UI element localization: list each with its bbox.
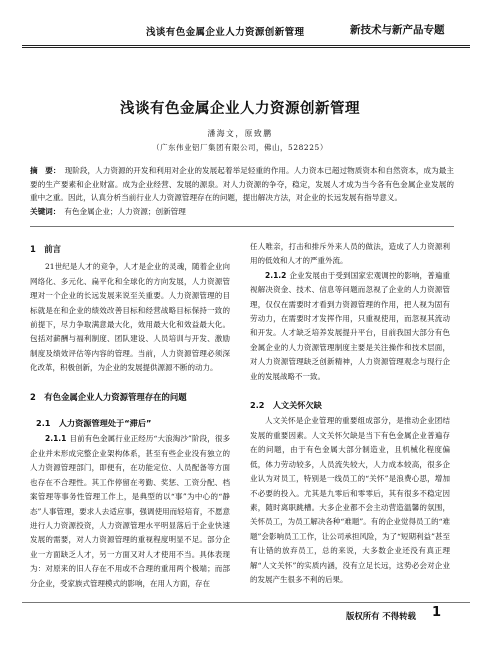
article-authors: 潘海文，原致鹏 [207, 129, 273, 138]
footer-rule [22, 602, 470, 603]
continued-paragraph: 任人唯亲，打击和排斥外来人员的做法，造成了人力资源利用的低效和人才的严重外流。 [250, 242, 450, 266]
right-column [250, 240, 450, 587]
abstract-label: 摘 要： [30, 166, 61, 175]
section-1-heading: 1 前言 [30, 244, 61, 254]
section-2-heading: 2 有色金属企业人力资源管理存在的问题 [30, 391, 187, 402]
header-article-title: 浅谈有色金属企业人力资源创新管理 [146, 27, 305, 38]
article-affiliation: （广东伟业铝厂集团有限公司，佛山，528225） [152, 143, 328, 152]
section-2-1-1-number: 2.1.1 [45, 434, 67, 444]
section-2-1-1-paragraph [30, 432, 230, 590]
copyright-notice: 版权所有 不得转载 [346, 611, 416, 621]
section-2-1-2-number: 2.1.2 [265, 270, 287, 280]
header-section-name: 新技术与新产品专题 [350, 24, 445, 36]
abstract [30, 164, 454, 205]
section-2-2-heading: 2.2 人文关怀欠缺 [250, 400, 322, 411]
article-title: 浅谈有色金属企业人力资源创新管理 [120, 101, 360, 117]
header-rule-top [22, 45, 470, 46]
keywords-label: 关键词： [30, 207, 61, 216]
left-column [30, 238, 230, 591]
abstract-text: 现阶段，人力资源的开发和利用对企业的发展起着举足轻重的作用。人力资本已超过物质资本和自然资本，成为最主要的生产要素和企业财富。成为企业经营、发展的源泉。对人力资源的争夺，稳定，发展人才成为当今各有色金属企业发展的重中之重。因此，认真分析当前行业人力资源管理存在的问题，提出解决方法，对企业的长远发展有指导意义。 [30, 166, 455, 202]
keywords-text: 有色金属企业；人力资源；创新管理 [64, 207, 186, 216]
page-number: 1 [432, 605, 442, 620]
abstract-divider [30, 226, 454, 227]
section-2-1-2-text: 企业发展由于受到国家宏观调控的影响，普遍重视解决资金、技术、信息等问题而忽视了企业的人力资源管理，仅仅在需要时才看到力资源管理的作用，把人视为固有劳动力，在需要时才发挥作用，只重视使用，而忽视其流动和开发。人才缺乏培养发展提升平台，目前我国大部分有色金属企业的人力资源管理制度主要是关注操作和技术层面，对人力资源管理缺乏创新精神，人力资源管理观念与现行企业的发展战略不一致。 [250, 270, 450, 381]
header-rule-bottom [22, 47, 470, 48]
section-2-1-heading: 2.1 人力资源管理处于“滞后” [36, 418, 152, 429]
section-2-1-2-paragraph [250, 269, 450, 384]
section-1-paragraph: 21世纪是人才的竞争，人才是企业的灵魂，随着企业向网络化、多元化、扁平化和全球化的方向发展，人力资源管理对一个企业的长远发展来说至关重要。人力资源管理的目标就是在和企业的绩效改善目标和经营战略目标保持一致的前提下，尽力争取满意最大化，效用最大化和效益最大化。包括对薪酬与福利制度、团队建设、人员培训与开发、激励制度及绩效评估等内容的管理。当前，人力资源管理必须深化改革，积极创新，为企业的发展提供源源不断的动力。 [30, 262, 230, 373]
section-2-1-1-text: 目前有色金属行业正经历“大浪淘沙”阶段，很多企业并未形成完整企业架构体系，甚至有些企业没有独立的人力资源管理部门，即便有，在功能定位、人员配备等方面也存在不合理性。其工作停留在考勤、奖惩、工资分配、档案管理等事务性管理工作上，是典型的以“事”为中心的“静态”人事管理，要求人去适应事，强调使用而轻培育，不愿意进行人力资源投资，人力资源管理水平明显落后于企业快速发展的需要，对人力资源管理的重视程度明显不足。部分企业一方面缺乏人才，另一方面又对人才使用不当。具体表现为：对原来的旧人存在不用或不合理的重用两个极端；而部分企业，受家族式管理模式的影响，在用人方面，存在 [30, 434, 230, 588]
keywords [30, 206, 454, 217]
section-2-2-paragraph: 人文关怀是企业管理的重要组成部分，是推动企业团结发展的重要因素。人文关怀欠缺是当下有色金属企业普遍存在的问题，由于有色金属大部分制造业，且机械化程度偏低，体力劳动较多，人员流失较大，人力成本较高，很多企业认为对员工，特别是一线员工的“关怀”是浪费心思，增加不必要的投入。尤其是九零后和零零后，其有很多不稳定因素，随时离职跳槽。大多企业都不会主动营造温馨的氛围，关怀员工，为员工解决各种“难题”。有的企业觉得员工的“难题”会影响员工工作，让公司承担风险，为了“短期利益”甚至有让错的放弃员工，总的来说，大多数企业还没有真正理解“人文关怀”的实质内涵，没有立足长远，这势必会对企业的发展产生很多不利的后果。 [250, 416, 450, 584]
